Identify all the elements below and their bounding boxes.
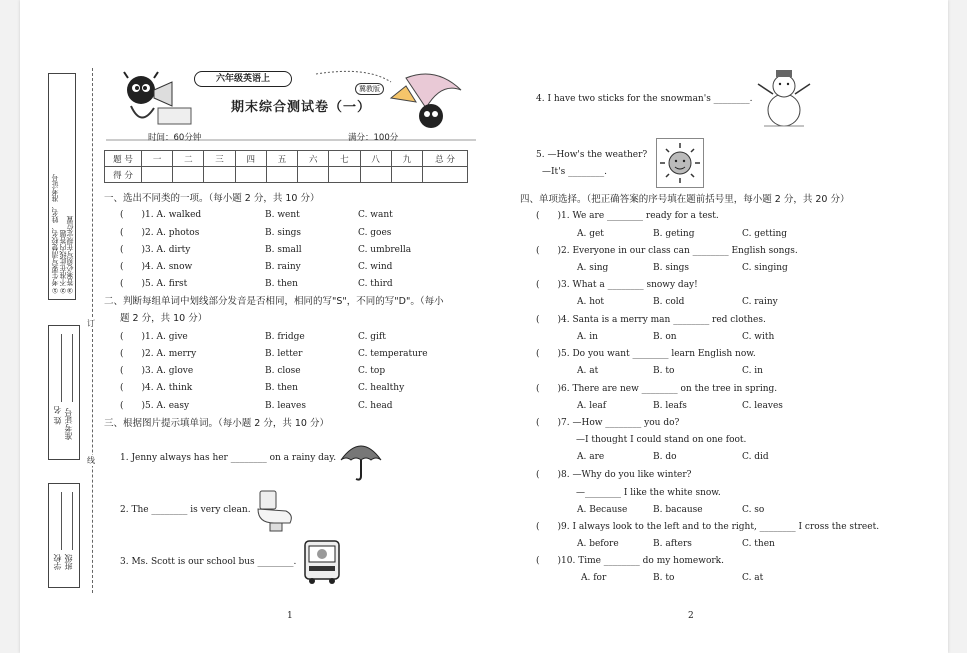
s3-q5a: 5. —How's the weather? xyxy=(536,150,648,160)
s1-q1-c: C. want xyxy=(358,210,393,220)
s1-q5-b: B. then xyxy=(265,279,298,289)
s4-q7: ( )7. —How ________ you do? xyxy=(536,418,680,428)
s1-q3: ( )3. A. dirty xyxy=(120,245,191,255)
section4-title: 四、单项选择。（把正确答案的序号填在题前括号里，每小题 2 分，共 20 分） xyxy=(520,194,850,205)
s4-q1-c: C. getting xyxy=(742,229,788,239)
s4-q6: ( )6. There are new ________ on the tree in spring. xyxy=(536,384,778,394)
table-cell: 总 分 xyxy=(423,151,468,167)
s3-q4: 4. I have two sticks for the snowman's ________. xyxy=(536,94,753,104)
s2-q3: ( )3. A. glove xyxy=(120,366,194,376)
s4-q7-b: B. do xyxy=(653,452,677,462)
table-cell: 八 xyxy=(360,151,391,167)
table-cell: 六 xyxy=(298,151,329,167)
s4-q8-c: C. so xyxy=(742,505,765,515)
s2-q1: ( )1. A. give xyxy=(120,332,188,342)
s2-q1-b: B. fridge xyxy=(265,332,305,342)
score-input-cell[interactable] xyxy=(235,167,266,183)
s4-q8-a: A. Because xyxy=(577,505,628,515)
name-line xyxy=(61,334,62,402)
s4-q2-a: A. sing xyxy=(577,263,609,273)
series-title-pill: 六年级英语上 xyxy=(194,71,292,87)
s4-q10-c: C. at xyxy=(742,573,764,583)
score-input-cell[interactable] xyxy=(329,167,360,183)
page-number-left: 1 xyxy=(287,611,293,621)
s2-q5: ( )5. A. easy xyxy=(120,401,190,411)
s3-q1: 1. Jenny always has her ________ on a rainy day. xyxy=(120,453,337,463)
s4-q7-a: A. are xyxy=(577,452,605,462)
s1-q4-b: B. rainy xyxy=(265,262,301,272)
s4-q3-a: A. hot xyxy=(577,297,605,307)
s2-q4-c: C. healthy xyxy=(358,383,405,393)
full-score: 满分：100分 xyxy=(348,133,399,143)
s4-q4-c: C. with xyxy=(742,332,775,342)
s4-q3-c: C. rainy xyxy=(742,297,778,307)
table-cell: 一 xyxy=(142,151,173,167)
binding-mark-1: 订 xyxy=(87,319,95,328)
score-input-cell[interactable] xyxy=(142,167,173,183)
table-cell: 四 xyxy=(235,151,266,167)
exam-id-label: 准考证号 xyxy=(64,408,73,440)
note-1: ①考生要写清楚校名、姓名、准考证号 xyxy=(51,174,59,294)
binding-mark-2: 线 xyxy=(87,456,95,465)
binding-line xyxy=(92,68,93,593)
s4-q9-c: C. then xyxy=(742,539,775,549)
s4-q1-a: A. get xyxy=(577,229,604,239)
score-input-cell[interactable] xyxy=(298,167,329,183)
s1-q4-c: C. wind xyxy=(358,262,393,272)
section1-title: 一、选出不同类的一项。（每小题 2 分，共 10 分） xyxy=(104,193,320,204)
table-cell: 九 xyxy=(391,151,422,167)
s1-q3-c: C. umbrella xyxy=(358,245,412,255)
s1-q3-b: B. small xyxy=(265,245,302,255)
exam-id-line xyxy=(72,334,73,402)
s2-q2-b: B. letter xyxy=(265,349,303,359)
s4-q6-a: A. leaf xyxy=(577,401,607,411)
exam-time: 时间：60分钟 xyxy=(148,133,202,143)
score-input-cell[interactable] xyxy=(173,167,204,183)
s2-q5-c: C. head xyxy=(358,401,393,411)
s4-q2-b: B. sings xyxy=(653,263,690,273)
section2-title-line2: 题 2 分，共 10 分） xyxy=(120,313,208,324)
table-cell: 五 xyxy=(266,151,297,167)
s4-q5-c: C. in xyxy=(742,366,763,376)
umbrella-icon xyxy=(338,436,384,482)
s1-q1: ( )1. A. walked xyxy=(120,210,202,220)
s3-q2: 2. The ________ is very clean. xyxy=(120,505,251,515)
s4-q7-c: C. did xyxy=(742,452,769,462)
s4-q7-line2: —I thought I could stand on one foot. xyxy=(576,435,747,445)
s4-q5: ( )5. Do you want ________ learn English now. xyxy=(536,349,756,359)
s4-q5-a: A. at xyxy=(577,366,599,376)
s2-q4-b: B. then xyxy=(265,383,298,393)
s4-q10: ( )10. Time ________ do my homework. xyxy=(536,556,724,566)
school-line xyxy=(61,492,62,550)
name-box xyxy=(48,325,80,460)
school-box xyxy=(48,483,80,588)
s2-q4: ( )4. A. think xyxy=(120,383,193,393)
s4-q3-b: B. cold xyxy=(653,297,685,307)
s4-q2: ( )2. Everyone in our class can ________ English songs. xyxy=(536,246,798,256)
s2-q5-b: B. leaves xyxy=(265,401,306,411)
score-table-row xyxy=(105,167,468,183)
class-label: 班级 xyxy=(64,554,73,570)
s4-q6-b: B. leafs xyxy=(653,401,687,411)
s1-q2: ( )2. A. photos xyxy=(120,228,200,238)
s4-q2-c: C. singing xyxy=(742,263,788,273)
s4-q6-c: C. leaves xyxy=(742,401,783,411)
s4-q4: ( )4. Santa is a merry man ________ red clothes. xyxy=(536,315,766,325)
toilet-icon xyxy=(252,487,298,533)
s1-q1-b: B. went xyxy=(265,210,300,220)
s1-q5-c: C. third xyxy=(358,279,393,289)
score-input-cell[interactable] xyxy=(391,167,422,183)
s4-q9-b: B. afters xyxy=(653,539,692,549)
s4-q8: ( )8. —Why do you like winter? xyxy=(536,470,692,480)
table-cell: 题 号 xyxy=(105,151,142,167)
table-cell: 二 xyxy=(173,151,204,167)
score-input-cell[interactable] xyxy=(423,167,468,183)
s1-q2-b: B. sings xyxy=(265,228,302,238)
s2-q2-c: C. temperature xyxy=(358,349,428,359)
exam-sheet xyxy=(20,0,948,653)
notes-box xyxy=(48,73,76,300)
s4-q10-a: A. for xyxy=(581,573,607,583)
page-number-right: 2 xyxy=(688,611,694,621)
school-label: 学校 xyxy=(53,554,62,570)
section2-title-line1: 二、判断每组单词中划线部分发音是否相同，相同的写"S"，不同的写"D"。（每小 xyxy=(104,296,444,307)
class-line xyxy=(72,492,73,550)
score-table xyxy=(104,150,468,183)
table-cell: 三 xyxy=(204,151,235,167)
snowman-icon xyxy=(754,66,814,130)
s4-q3: ( )3. What a ________ snowy day! xyxy=(536,280,698,290)
s4-q10-b: B. to xyxy=(653,573,675,583)
s1-q2-c: C. goes xyxy=(358,228,392,238)
s1-q5: ( )5. A. first xyxy=(120,279,188,289)
edition-badge: 冀教版 xyxy=(355,83,384,95)
score-input-cell[interactable] xyxy=(266,167,297,183)
exam-title: 期末综合测试卷（一） xyxy=(231,100,372,115)
s4-q4-a: A. in xyxy=(577,332,598,342)
s4-q1: ( )1. We are ________ ready for a test. xyxy=(536,211,719,221)
bus-driver-icon xyxy=(303,539,341,585)
score-input-cell[interactable] xyxy=(360,167,391,183)
s2-q2: ( )2. A. merry xyxy=(120,349,197,359)
s2-q3-c: C. top xyxy=(358,366,386,376)
s4-q4-b: B. on xyxy=(653,332,677,342)
s2-q1-c: C. gift xyxy=(358,332,386,342)
table-cell: 得 分 xyxy=(105,167,142,183)
s4-q9-a: A. before xyxy=(577,539,619,549)
s3-q5b: —It's ________. xyxy=(542,167,607,177)
s4-q5-b: B. to xyxy=(653,366,675,376)
s3-q3: 3. Ms. Scott is our school bus ________. xyxy=(120,557,297,567)
score-table-header xyxy=(105,151,468,167)
table-cell: 七 xyxy=(329,151,360,167)
s4-q8-line2: —________ I like the white snow. xyxy=(576,488,721,498)
s1-q4: ( )4. A. snow xyxy=(120,262,193,272)
name-label: 姓 名 xyxy=(53,406,62,425)
note-3: ③答案必须写在规定位置 xyxy=(66,216,74,294)
s4-q8-b: B. bacause xyxy=(653,505,703,515)
section3-title: 三、根据图片提示填单词。（每小题 2 分，共 10 分） xyxy=(104,418,329,429)
s4-q9: ( )9. I always look to the left and to the right, ________ I cross the street. xyxy=(536,522,880,532)
note-2: ②不准在此线内答题 xyxy=(59,230,67,294)
s2-q3-b: B. close xyxy=(265,366,301,376)
s4-q1-b: B. geting xyxy=(653,229,695,239)
score-input-cell[interactable] xyxy=(204,167,235,183)
sun-icon xyxy=(656,138,704,188)
